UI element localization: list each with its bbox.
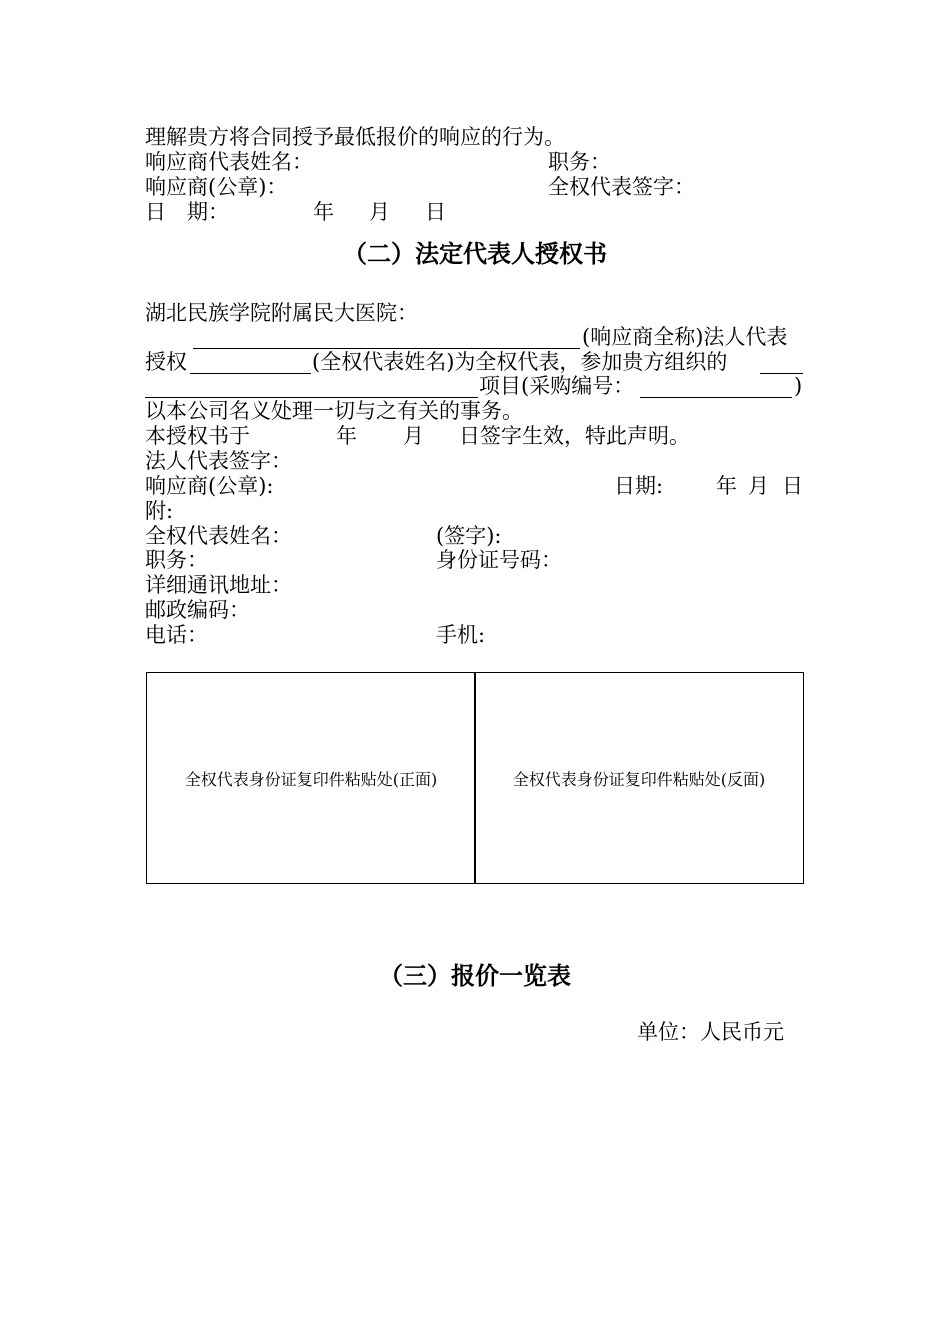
position-label: 职务： xyxy=(548,150,611,174)
legal-rep-sign: 法人代表签字： xyxy=(145,449,292,473)
phone-label: 电话： xyxy=(145,623,208,647)
date-label-2: 日期: xyxy=(614,474,664,498)
date-year-2: 年 xyxy=(716,474,737,498)
section2-heading: （二）法定代表人授权书 xyxy=(343,239,607,268)
p1-tail: (响应商全称)法人代表 xyxy=(582,325,788,349)
rep-name-label: 响应商代表姓名： xyxy=(145,150,313,174)
date-month-2: 月 xyxy=(748,474,769,498)
full-rep-sign-label: 全权代表签字： xyxy=(548,175,695,199)
p3-tail: ) xyxy=(794,374,803,398)
p5-year: 年 xyxy=(336,424,357,448)
project-name-blank[interactable] xyxy=(145,397,478,398)
position-label-2: 职务： xyxy=(145,548,208,572)
id-number-label: 身份证号码： xyxy=(436,548,562,572)
company-seal-label: 响应商(公章)： xyxy=(145,175,288,199)
date-day-2: 日 xyxy=(782,474,803,498)
date-label: 日 期： xyxy=(145,200,229,224)
p4: 以本公司名义处理一切与之有关的事务。 xyxy=(145,399,523,423)
attach-label: 附: xyxy=(145,499,174,523)
p5-head: 本授权书于 xyxy=(145,424,250,448)
commitment-line: 理解贵方将合同授予最低报价的响应的行为。 xyxy=(145,125,565,149)
currency-unit: 单位：人民币元 xyxy=(637,1020,784,1044)
mobile-label: 手机: xyxy=(436,623,486,647)
id-front-label: 全权代表身份证复印件粘贴处(正面) xyxy=(184,770,438,789)
address-label: 详细通讯地址： xyxy=(145,573,292,597)
p3-mid: 项目(采购编号： xyxy=(479,374,635,398)
date-month: 月 xyxy=(369,200,390,224)
postcode-label: 邮政编码： xyxy=(145,598,250,622)
date-day: 日 xyxy=(425,200,446,224)
company-name-blank[interactable] xyxy=(193,348,580,349)
date-year: 年 xyxy=(313,200,334,224)
id-back-label: 全权代表身份证复印件粘贴处(反面) xyxy=(512,770,766,789)
company-seal: 响应商(公章): xyxy=(145,474,274,498)
rep-name-blank[interactable] xyxy=(190,373,311,374)
procurement-no-blank[interactable] xyxy=(640,397,792,398)
p2-head: 授权 xyxy=(145,350,187,374)
full-rep-name-label: 全权代表姓名： xyxy=(145,524,292,548)
p2-mid: (全权代表姓名)为全权代表，参加贵方组织的 xyxy=(312,350,728,374)
section3-heading: （三）报价一览表 xyxy=(379,961,571,990)
p5-month: 月 xyxy=(403,424,424,448)
signature-label: (签字): xyxy=(436,524,502,548)
p5-tail: 日签字生效，特此声明。 xyxy=(459,424,690,448)
addressee: 湖北民族学院附属民大医院： xyxy=(145,301,418,325)
